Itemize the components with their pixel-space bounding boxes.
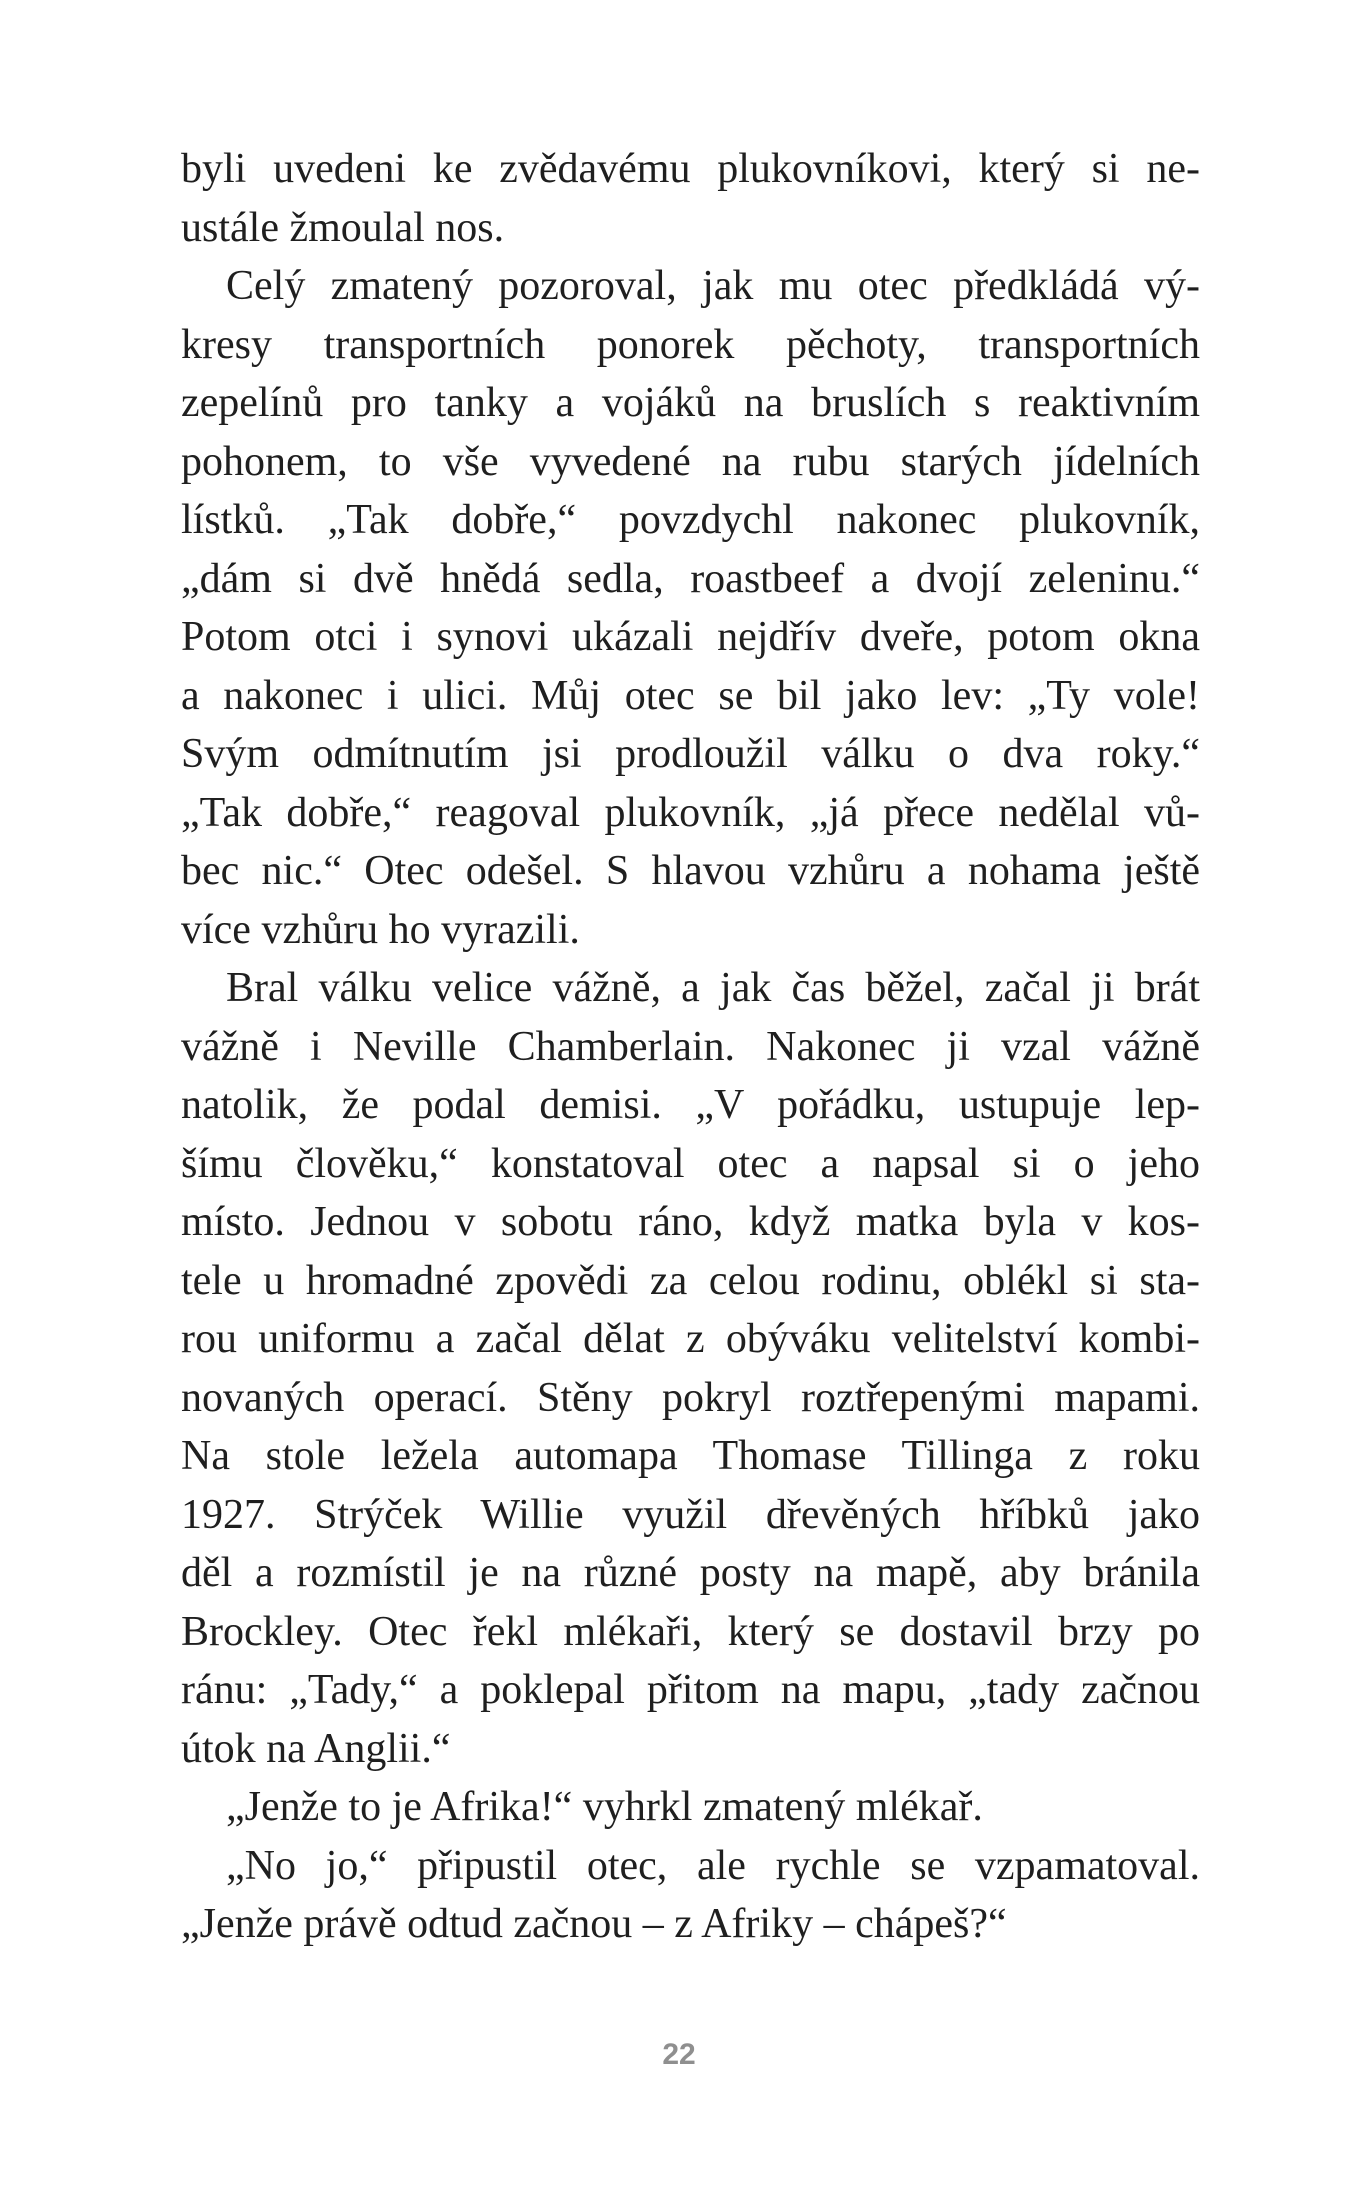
text-line: rou uniformu a začal dělat z obýváku velitelství kombi- bbox=[181, 1316, 1200, 1362]
text-line: a nakonec i ulici. Můj otec se bil jako lev: „Ty vole! bbox=[181, 672, 1200, 719]
text-line: Na stole ležela automapa Thomase Tillinga z roku bbox=[181, 1433, 1200, 1479]
text-line: Bral válku velice vážně, a jak čas běžel, začal ji brát bbox=[226, 965, 1200, 1011]
text-line: vážně i Neville Chamberlain. Nakonec ji vzal vážně bbox=[181, 1023, 1200, 1070]
text-line: Celý zmatený pozoroval, jak mu otec předkládá vý- bbox=[226, 263, 1200, 309]
text-line: více vzhůru ho vyrazili. bbox=[181, 906, 580, 953]
text-line: ránu: „Tady,“ a poklepal přitom na mapu, „tady začnou bbox=[181, 1667, 1200, 1713]
page-number: 22 bbox=[662, 2038, 696, 2071]
text-line: novaných operací. Stěny pokryl roztřepenými mapami. bbox=[181, 1374, 1200, 1421]
text-line: Potom otci i synovi ukázali nejdřív dveře, potom okna bbox=[181, 614, 1200, 660]
text-line: zepelínů pro tanky a vojáků na bruslích s reaktivním bbox=[181, 380, 1200, 426]
book-page bbox=[181, 140, 1200, 1954]
text-line: Svým odmítnutím jsi prodloužil válku o dva roky.“ bbox=[181, 731, 1200, 777]
text-line: tele u hromadné zpovědi za celou rodinu, oblékl si sta- bbox=[181, 1257, 1200, 1304]
text-line: místo. Jednou v sobotu ráno, když matka byla v kos- bbox=[181, 1199, 1200, 1245]
text-line: „Tak dobře,“ reagoval plukovník, „já přece nedělal vů- bbox=[181, 789, 1200, 836]
text-line: ustále žmoulal nos. bbox=[181, 204, 505, 251]
text-line: Brockley. Otec řekl mlékaři, který se dostavil brzy po bbox=[181, 1608, 1200, 1655]
text-line: kresy transportních ponorek pěchoty, transportních bbox=[181, 321, 1200, 368]
text-line: „Jenže právě odtud začnou – z Afriky – chápeš?“ bbox=[181, 1901, 1007, 1947]
text-line: „No jo,“ připustil otec, ale rychle se vzpamatoval. bbox=[226, 1842, 1200, 1889]
text-line: „dám si dvě hnědá sedla, roastbeef a dvojí zeleninu.“ bbox=[181, 555, 1200, 602]
text-line: bec nic.“ Otec odešel. S hlavou vzhůru a nohama ještě bbox=[181, 848, 1200, 894]
text-line: byli uvedeni ke zvědavému plukovníkovi, který si ne- bbox=[181, 146, 1200, 192]
text-line: „Jenže to je Afrika!“ vyhrkl zmatený mlékař. bbox=[226, 1784, 983, 1830]
text-line: natolik, že podal demisi. „V pořádku, ustupuje lep- bbox=[181, 1082, 1200, 1128]
text-line: 1927. Strýček Willie využil dřevěných hříbků jako bbox=[181, 1491, 1200, 1538]
text-line: útok na Anglii.“ bbox=[181, 1725, 451, 1772]
text-line: lístků. „Tak dobře,“ povzdychl nakonec plukovník, bbox=[181, 497, 1200, 543]
text-line: šímu člověku,“ konstatoval otec a napsal si o jeho bbox=[181, 1140, 1200, 1187]
text-line: děl a rozmístil je na různé posty na mapě, aby bránila bbox=[181, 1550, 1200, 1596]
text-line: pohonem, to vše vyvedené na rubu starých jídelních bbox=[181, 438, 1200, 485]
